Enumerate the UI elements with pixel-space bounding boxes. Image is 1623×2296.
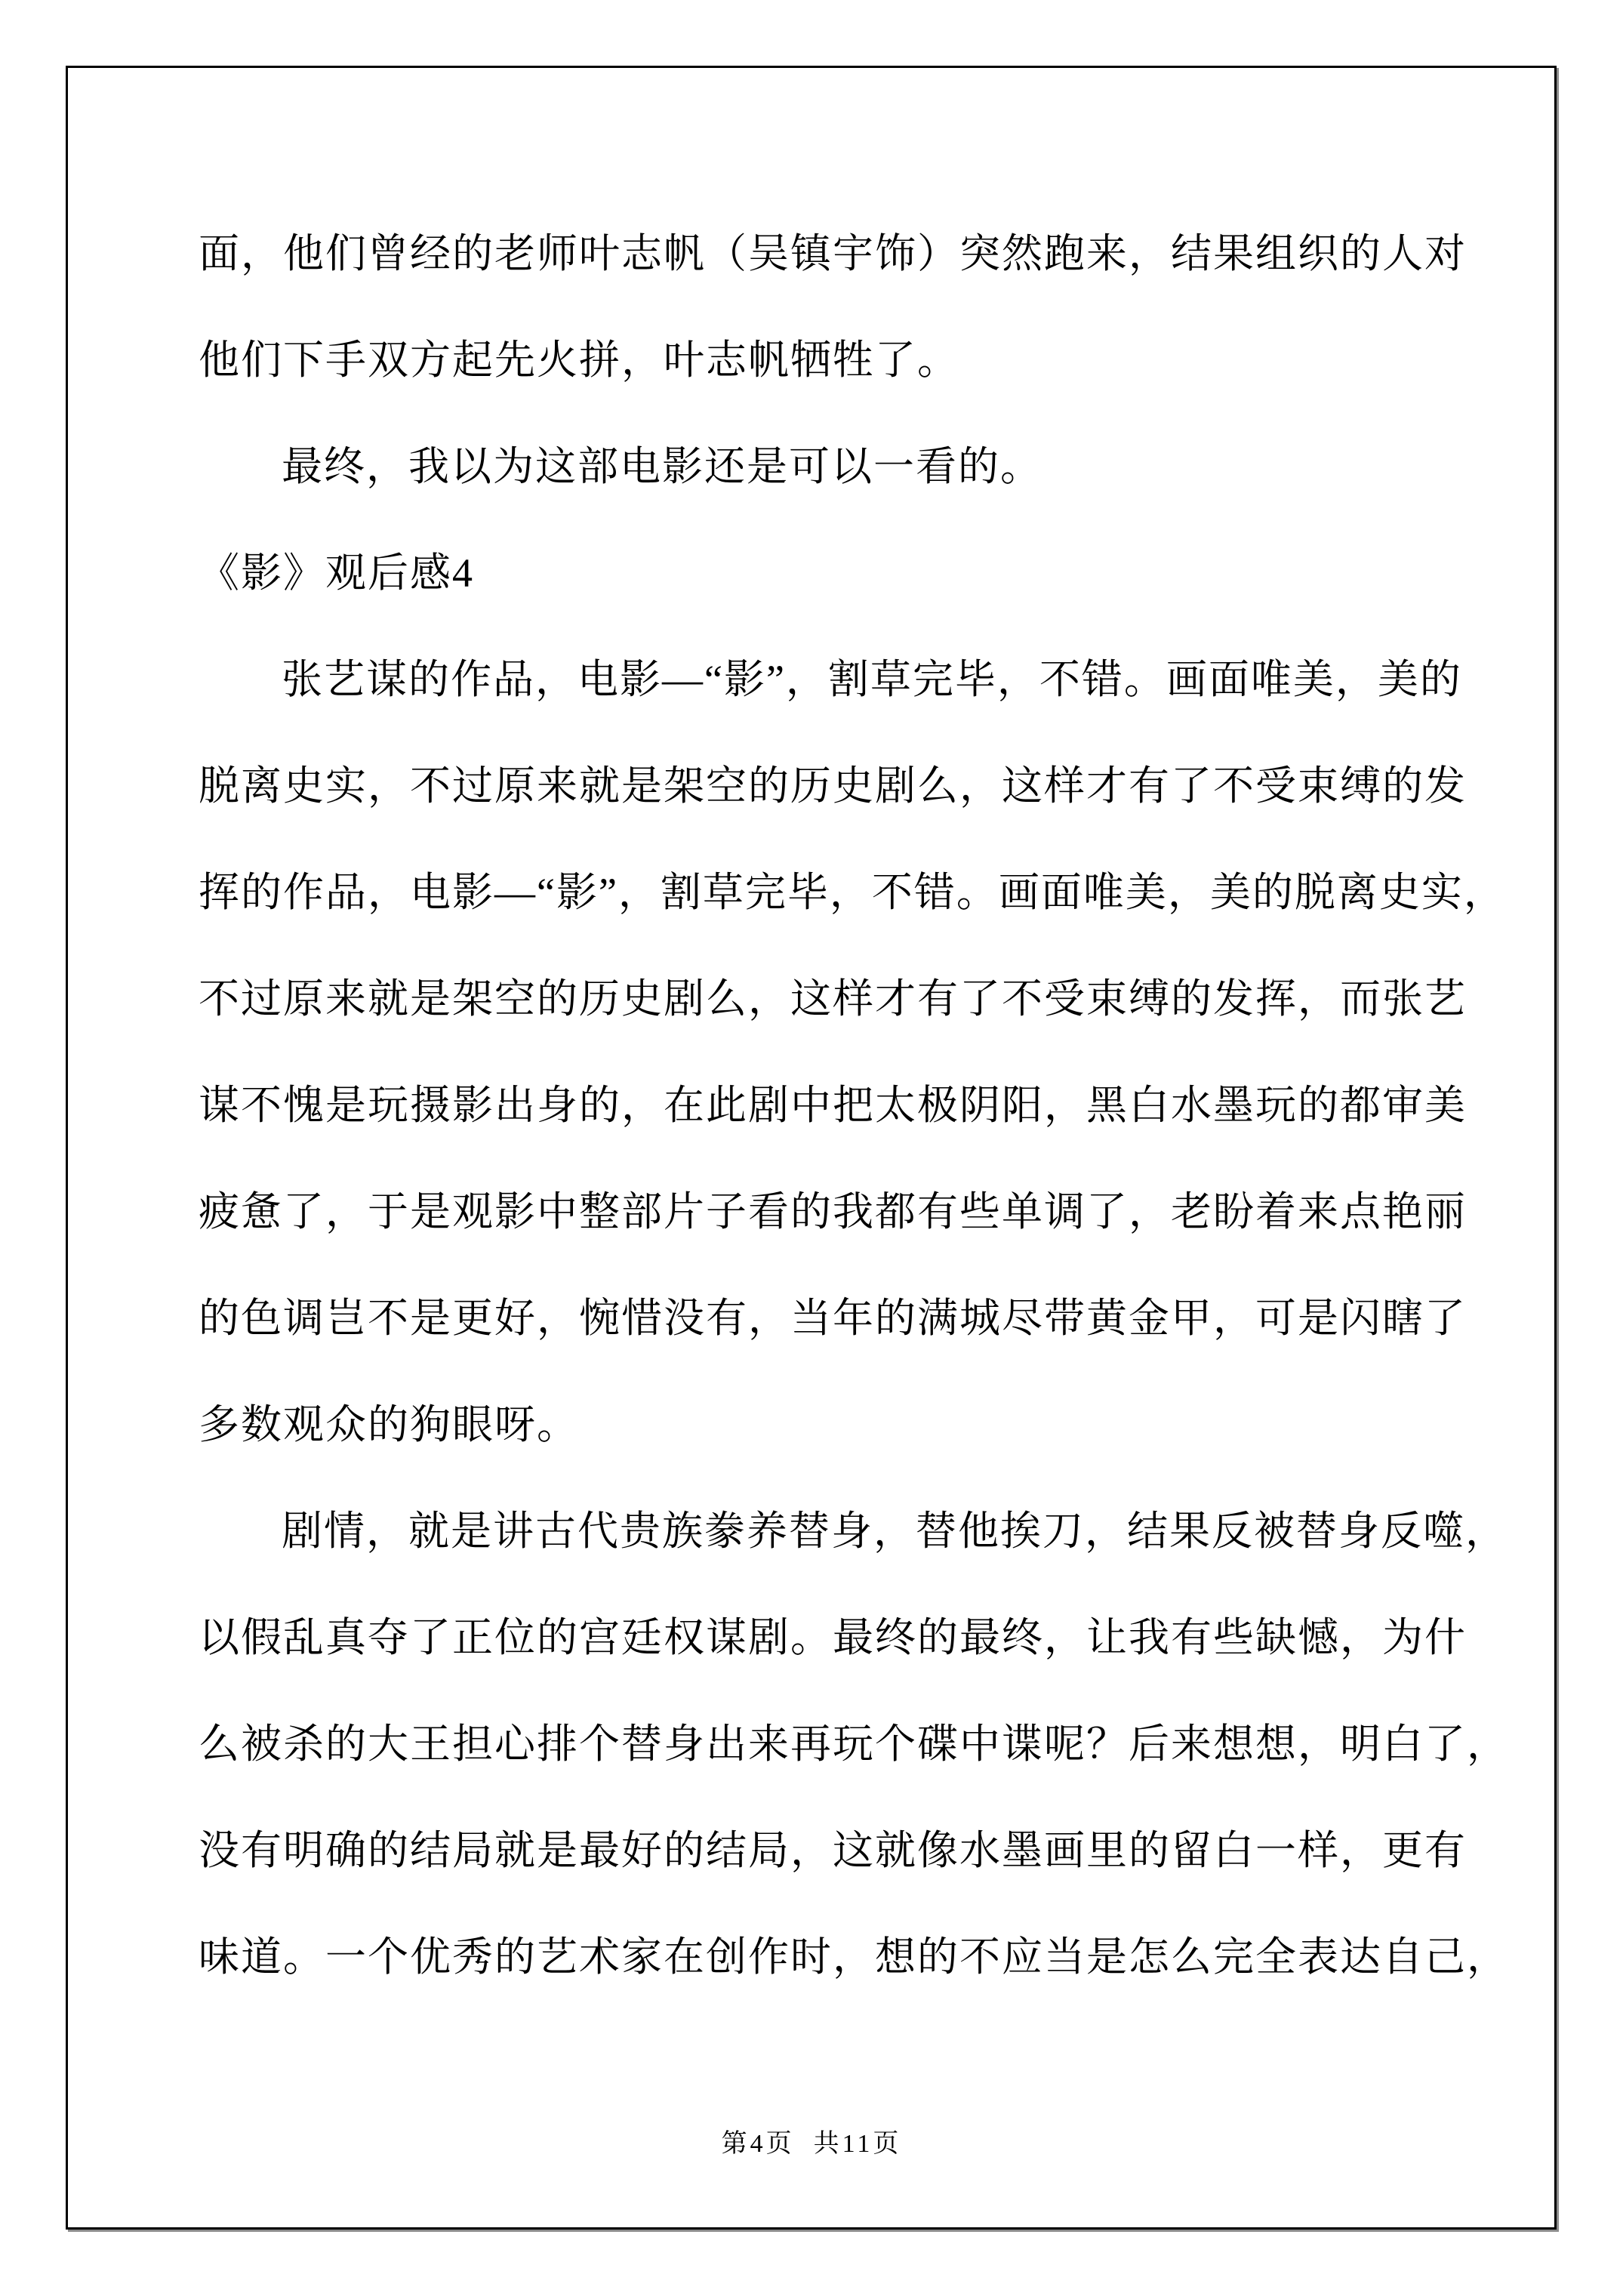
text-line: 以假乱真夺了正位的宫廷权谋剧。最终的最终，让我有些缺憾，为什: [199, 1615, 1467, 1660]
text-line: 疲惫了，于是观影中整部片子看的我都有些单调了，老盼着来点艳丽: [199, 1189, 1467, 1234]
text-line: 最终，我以为这部电影还是可以一看的。: [282, 444, 1042, 489]
text-line: 面，他们曾经的老师叶志帆（吴镇宇饰）突然跑来，结果组织的人对: [199, 231, 1467, 276]
document-body: [199, 201, 1509, 2011]
text-line: 他们下手双方起先火拼，叶志帆牺牲了。: [199, 337, 959, 383]
text-line: 挥的作品，电影—“影”，割草完毕，不错。画面唯美，美的脱离史实，: [199, 870, 1506, 915]
text-line: 张艺谋的作品，电影—“影”，割草完毕，不错。画面唯美，美的: [282, 657, 1462, 702]
page-number: 第4页 共11页: [721, 2130, 902, 2158]
text-line: 谋不愧是玩摄影出身的，在此剧中把太极阴阳，黑白水墨玩的都审美: [199, 1083, 1467, 1128]
text-line: 么被杀的大王担心排个替身出来再玩个碟中谍呢？后来想想，明白了，: [199, 1721, 1509, 1767]
text-line: 脱离史实，不过原来就是架空的历史剧么，这样才有了不受束缚的发: [199, 763, 1467, 809]
text-line: 味道。一个优秀的艺术家在创作时，想的不应当是怎么完全表达自己，: [199, 1934, 1509, 1980]
text-line: 剧情，就是讲古代贵族豢养替身，替他挨刀，结果反被替身反噬，: [282, 1509, 1508, 1554]
text-line: 的色调岂不是更好，惋惜没有，当年的满城尽带黄金甲，可是闪瞎了: [199, 1296, 1467, 1341]
text-line: 没有明确的结局就是最好的结局，这就像水墨画里的留白一样，更有: [199, 1828, 1467, 1873]
page-footer: [0, 2119, 1623, 2170]
text-line: 多数观众的狗眼呀。: [199, 1402, 579, 1447]
text-line: 不过原来就是架空的历史剧么，这样才有了不受束缚的发挥，而张艺: [199, 976, 1467, 1022]
section-heading-line: 《影》观后感4: [199, 550, 474, 596]
